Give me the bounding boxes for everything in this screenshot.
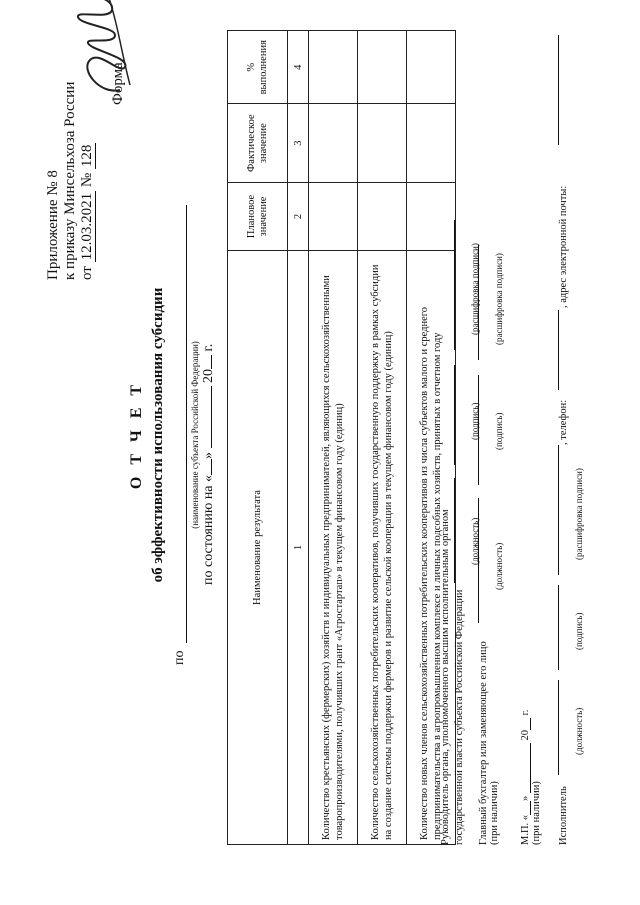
accountant-position-caption: (должность) bbox=[494, 542, 504, 590]
header-planned: Плановое значение bbox=[228, 182, 288, 250]
appendix-line-1: Приложение № 8 bbox=[45, 170, 61, 280]
po-label: по bbox=[172, 650, 187, 665]
accountant-position-line bbox=[478, 498, 479, 623]
appendix-line-3: от 12.03.2021 № 128 bbox=[79, 144, 95, 280]
report-subtitle: об эффективности использования субсидии bbox=[150, 287, 166, 583]
as-of-date-row: по состоянию на «» 20 г. bbox=[201, 343, 216, 585]
executor-label: Исполнитель bbox=[558, 786, 569, 845]
head-decode-line bbox=[454, 220, 455, 350]
col-number: 3 bbox=[288, 104, 309, 182]
percent-cell bbox=[358, 31, 407, 104]
appendix-line-2: к приказу Минсельхоза России bbox=[62, 81, 78, 280]
head-sign-line bbox=[454, 365, 455, 465]
result-name-cell: Количество крестьянских (фермерских) хозяйств и индивидуальных предпринимателей, являющихся сельскохозяйственными товаропроизводителями, получивших грант «Агростартап» в текущем финансовом году (единиц) bbox=[309, 251, 358, 845]
executor-email-line bbox=[558, 35, 559, 145]
col-number: 1 bbox=[288, 251, 309, 845]
executor-phone-label: , телефон: bbox=[558, 399, 569, 445]
actual-value-cell bbox=[309, 104, 358, 182]
head-sign-caption: (подпись) bbox=[470, 402, 480, 440]
actual-value-cell bbox=[358, 104, 407, 182]
head-decode-caption: (расшифровка подписи) bbox=[470, 243, 480, 335]
head-position-caption: (должность) bbox=[470, 517, 480, 565]
executor-phone-line bbox=[558, 310, 559, 390]
report-title: О Т Ч Е Т bbox=[128, 380, 145, 490]
table-number-row bbox=[288, 31, 309, 845]
executor-decode-line bbox=[558, 445, 559, 575]
planned-value-cell bbox=[358, 182, 407, 250]
planned-value-cell bbox=[309, 182, 358, 250]
subject-caption: (наименование субъекта Российской Федерации) bbox=[190, 341, 200, 529]
accountant-note: (при наличии) bbox=[489, 781, 500, 845]
accountant-decode-caption: (расшифровка подписи) bbox=[494, 253, 504, 345]
accountant-sign-caption: (подпись) bbox=[494, 412, 504, 450]
executor-email-label: , адрес электронной почты: bbox=[558, 185, 569, 308]
head-position-line bbox=[454, 478, 455, 583]
executor-position-caption: (должность) bbox=[574, 707, 584, 755]
appendix-number: 128 bbox=[79, 144, 95, 168]
accountant-sign-line bbox=[478, 375, 479, 485]
handwritten-signature bbox=[60, 0, 150, 105]
seal-note: (при наличии) bbox=[531, 781, 542, 845]
subject-row bbox=[172, 205, 190, 665]
accountant-signature-block bbox=[478, 15, 518, 845]
seal-date-line: М.П. «» 20 г. bbox=[520, 709, 531, 845]
table-row bbox=[358, 31, 407, 845]
executor-block bbox=[558, 15, 598, 845]
col-number: 2 bbox=[288, 182, 309, 250]
head-title-line2: государственной власти субъекта Российской Федерации bbox=[454, 589, 465, 845]
appendix-date: 12.03.2021 bbox=[79, 192, 95, 261]
results-table bbox=[227, 30, 456, 845]
percent-cell bbox=[309, 31, 358, 104]
accountant-decode-line bbox=[478, 245, 479, 360]
col-number: 4 bbox=[288, 31, 309, 104]
header-result-name: Наименование результата bbox=[228, 251, 288, 845]
executor-sign-line bbox=[558, 585, 559, 670]
head-title-line1: Руководитель органа, уполномоченного высшим исполнительным органом bbox=[440, 509, 451, 845]
executor-sign-caption: (подпись) bbox=[574, 612, 584, 650]
executor-decode-caption: (расшифровка подписи) bbox=[574, 468, 584, 560]
header-percent: % выполнения bbox=[228, 31, 288, 104]
result-name-cell: Количество сельскохозяйственных потребительских кооперативов, получивших государственную поддержку в рамках субсидии на создание системы поддержки фермеров и развитие сельской кооперации в текущем финансовом году (единиц) bbox=[358, 251, 407, 845]
result-name-cell: Количество новых членов сельскохозяйственных потребительских кооперативов из числа субъектов малого и среднего предпринимательства в агропромышленном комплексе и личных подсобных хозяйств, принятых в отчетном году bbox=[407, 251, 456, 845]
subject-blank-line bbox=[186, 205, 187, 643]
accountant-title: Главный бухгалтер или заменяющее его лицо bbox=[478, 641, 489, 845]
table-row bbox=[309, 31, 358, 845]
table-header-row bbox=[228, 31, 288, 845]
seal-date-block bbox=[520, 545, 560, 845]
form-label: Форма bbox=[110, 62, 126, 105]
executor-position-line bbox=[558, 680, 559, 775]
header-actual: Фактическое значение bbox=[228, 104, 288, 182]
